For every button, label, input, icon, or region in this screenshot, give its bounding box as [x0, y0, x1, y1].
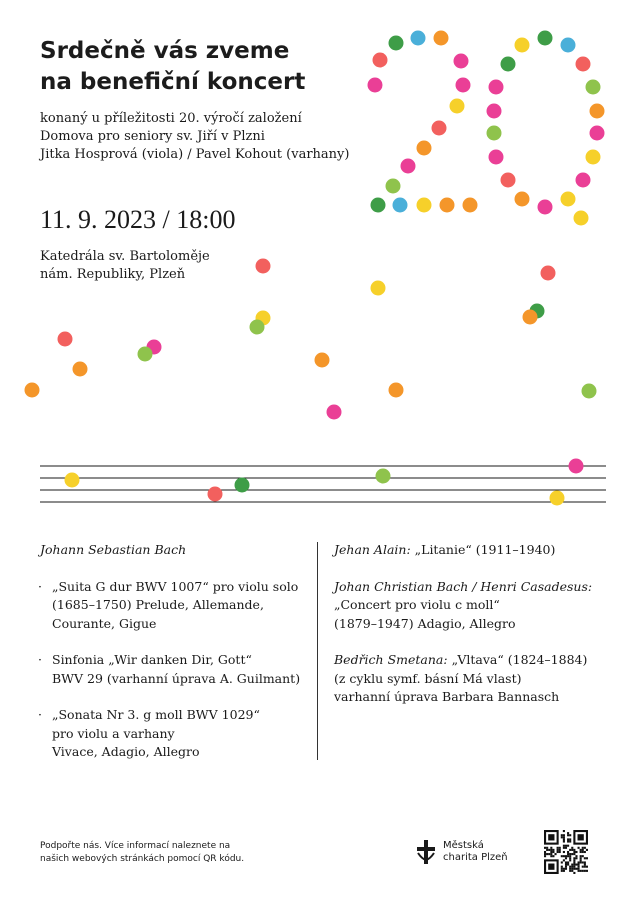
- bullet: ·: [38, 578, 42, 594]
- qr-module: [571, 849, 573, 851]
- qr-module: [557, 849, 559, 851]
- qr-module: [584, 861, 586, 863]
- qr-module: [561, 868, 563, 870]
- work-line: „Sonata Nr 3. g moll BWV 1029“: [52, 707, 260, 722]
- qr-module: [563, 840, 565, 842]
- qr-module: [565, 868, 567, 870]
- qr-module: [584, 857, 586, 859]
- program-item: [334, 578, 609, 634]
- subtitle-line-3: Jitka Hosprová (viola) / Pavel Kohout (varhany): [40, 147, 350, 162]
- qr-module: [561, 866, 563, 868]
- qr-module: [563, 834, 565, 836]
- composer-name: Jehan Alain:: [334, 542, 411, 557]
- qr-code[interactable]: [544, 830, 588, 874]
- qr-module: [544, 855, 546, 857]
- qr-module: [567, 853, 569, 855]
- composer-name: Johann Sebastian Bach: [40, 542, 187, 557]
- qr-module: [573, 866, 575, 868]
- works-list: [40, 578, 305, 762]
- support-line-2: našich webových stránkách pomocí QR kódu.: [40, 854, 245, 864]
- support-text: [40, 840, 244, 866]
- qr-module: [563, 851, 565, 853]
- qr-module: [580, 859, 582, 861]
- qr-module: [575, 868, 577, 870]
- qr-module: [578, 864, 580, 866]
- qr-module: [557, 847, 559, 849]
- qr-module: [546, 847, 548, 849]
- program-item: [334, 651, 609, 707]
- qr-module: [569, 849, 571, 851]
- qr-module: [567, 845, 569, 847]
- logo-line-2: charita Plzeň: [443, 852, 508, 863]
- program-left-column: [40, 541, 305, 762]
- qr-module: [578, 866, 580, 868]
- qr-module: [580, 870, 582, 872]
- qr-module: [563, 847, 565, 849]
- work-line: pro violu a varhany: [52, 725, 175, 741]
- qr-module: [573, 861, 575, 863]
- support-line-1: Podpořte nás. Více informací naleznete na: [40, 841, 231, 851]
- qr-module: [563, 836, 565, 838]
- work-item: [40, 578, 305, 634]
- qr-module: [567, 855, 569, 857]
- qr-module: [550, 853, 552, 855]
- music-note-dot: [569, 459, 584, 474]
- qr-module: [550, 855, 552, 857]
- qr-module: [573, 853, 575, 855]
- qr-module: [569, 840, 571, 842]
- qr-module: [554, 853, 556, 855]
- work-title: „Vltava“ (1824–1884): [447, 652, 588, 667]
- charity-name: [443, 840, 508, 864]
- qr-module: [578, 847, 580, 849]
- qr-module: [582, 851, 584, 853]
- qr-module: [552, 851, 554, 853]
- qr-module: [578, 868, 580, 870]
- qr-module: [565, 845, 567, 847]
- qr-module: [546, 853, 548, 855]
- qr-module: [567, 851, 569, 853]
- qr-module: [571, 864, 573, 866]
- qr-module: [569, 855, 571, 857]
- column-divider: [317, 542, 318, 760]
- work-line: Vivace, Adagio, Allegro: [52, 744, 200, 759]
- qr-module: [557, 851, 559, 853]
- qr-module: [569, 838, 571, 840]
- qr-module: [567, 838, 569, 840]
- qr-module: [584, 866, 586, 868]
- qr-module: [571, 853, 573, 855]
- work-line: BWV 29 (varhanní úprava A. Guilmant): [52, 670, 301, 686]
- qr-module: [561, 836, 563, 838]
- music-note-dot: [65, 473, 80, 488]
- work-line: Sinfonia „Wir danken Dir, Gott“: [52, 652, 252, 667]
- qr-module: [563, 830, 565, 832]
- qr-module: [573, 849, 575, 851]
- program-heading: [334, 541, 609, 560]
- qr-module: [569, 868, 571, 870]
- bullet: ·: [38, 652, 42, 667]
- qr-module: [550, 849, 552, 851]
- qr-module: [552, 849, 554, 851]
- composer-name: Johan Christian Bach / Henri Casadesus:: [334, 578, 593, 594]
- qr-module: [571, 870, 573, 872]
- qr-module: [565, 857, 567, 859]
- qr-module: [569, 834, 571, 836]
- music-note-dot: [208, 487, 223, 502]
- qr-module: [569, 870, 571, 872]
- qr-module: [561, 861, 563, 863]
- qr-module: [573, 851, 575, 853]
- qr-module: [573, 868, 575, 870]
- subtitle-line-2: Domova pro seniory sv. Jiří v Plzni: [40, 129, 265, 144]
- qr-module: [584, 847, 586, 849]
- qr-module: [565, 861, 567, 863]
- music-note-dot: [235, 478, 250, 493]
- qr-module: [561, 834, 563, 836]
- work-line: (z cyklu symf. básní Má vlast): [334, 670, 522, 686]
- qr-module: [580, 855, 582, 857]
- qr-module: [578, 870, 580, 872]
- qr-module: [548, 853, 550, 855]
- program-heading: [334, 578, 609, 597]
- program-right-column: [334, 541, 609, 725]
- qr-module: [563, 868, 565, 870]
- qr-module: [569, 853, 571, 855]
- qr-module: [569, 857, 571, 859]
- venue-line-1: Katedrála sv. Bartoloměje: [40, 249, 210, 264]
- qr-module: [584, 864, 586, 866]
- qr-module: [573, 857, 575, 859]
- qr-module: [565, 855, 567, 857]
- qr-module: [550, 847, 552, 849]
- qr-module: [544, 853, 546, 855]
- work-item: [40, 651, 305, 688]
- qr-module: [573, 864, 575, 866]
- title-line-2: na benefiční koncert: [40, 69, 306, 95]
- venue-line-2: nám. Republiky, Plzeň: [40, 267, 186, 282]
- qr-module: [569, 866, 571, 868]
- qr-module: [550, 851, 552, 853]
- qr-module: [584, 870, 586, 872]
- qr-module: [575, 855, 577, 857]
- composer-name: Bedřich Smetana:: [334, 652, 448, 667]
- bullet: ·: [38, 707, 42, 722]
- qr-module: [548, 864, 554, 870]
- qr-module: [563, 845, 565, 847]
- music-note-dot: [376, 469, 391, 484]
- qr-module: [571, 847, 573, 849]
- qr-module: [582, 847, 584, 849]
- work-line: „Suita G dur BWV 1007“ pro violu solo: [52, 578, 299, 594]
- work-line: (1685–1750) Prelude, Allemande,: [52, 597, 264, 612]
- music-note-dot: [550, 491, 565, 506]
- work-line: varhanní úprava Barbara Bannasch: [334, 689, 560, 704]
- work-line: Courante, Gigue: [52, 615, 157, 631]
- qr-module: [569, 859, 571, 861]
- qr-module: [571, 866, 573, 868]
- qr-module: [573, 859, 575, 861]
- work-line: (1879–1947) Adagio, Allegro: [334, 615, 516, 631]
- qr-module: [548, 849, 550, 851]
- qr-module: [586, 866, 588, 868]
- qr-module: [565, 866, 567, 868]
- event-datetime: 11. 9. 2023 / 18:00: [40, 205, 236, 234]
- qr-module: [563, 870, 565, 872]
- qr-module: [573, 872, 575, 874]
- subtitle-line-1: konaný u příležitosti 20. výročí založení: [40, 111, 302, 126]
- qr-module: [552, 855, 554, 857]
- qr-module: [582, 861, 584, 863]
- qr-module: [565, 864, 567, 866]
- qr-module: [563, 838, 565, 840]
- qr-module: [575, 851, 577, 853]
- work-title: „Litanie“ (1911–1940): [410, 542, 556, 557]
- work-item: [40, 706, 305, 762]
- qr-module: [586, 849, 588, 851]
- qr-module: [580, 851, 582, 853]
- qr-module: [544, 851, 546, 853]
- qr-module: [559, 851, 561, 853]
- qr-module: [575, 864, 577, 866]
- qr-module: [582, 866, 584, 868]
- qr-module: [559, 847, 561, 849]
- qr-module: [561, 870, 563, 872]
- qr-module: [586, 857, 588, 859]
- qr-module: [584, 851, 586, 853]
- qr-module: [582, 849, 584, 851]
- qr-module: [582, 870, 584, 872]
- qr-module: [578, 861, 580, 863]
- qr-module: [580, 861, 582, 863]
- program-heading: [334, 651, 609, 670]
- qr-module: [567, 834, 569, 836]
- work-line: „Concert pro violu c moll“: [334, 597, 500, 612]
- qr-module: [578, 834, 584, 840]
- qr-module: [567, 840, 569, 842]
- qr-module: [575, 857, 577, 859]
- qr-module: [586, 870, 588, 872]
- title-line-1: Srdečně vás zveme: [40, 38, 290, 64]
- qr-module: [546, 849, 548, 851]
- qr-module: [544, 847, 546, 849]
- qr-module: [565, 847, 567, 849]
- qr-module: [580, 857, 582, 859]
- qr-module: [567, 864, 569, 866]
- qr-module: [559, 849, 561, 851]
- logo-line-1: Městská: [443, 840, 484, 851]
- qr-module: [548, 834, 554, 840]
- qr-module: [567, 832, 569, 834]
- charity-logo: [415, 840, 508, 864]
- qr-module: [580, 849, 582, 851]
- qr-module: [571, 868, 573, 870]
- charity-cross-icon: [415, 840, 437, 864]
- program-item: [334, 541, 609, 560]
- qr-module: [563, 855, 565, 857]
- qr-module: [561, 855, 563, 857]
- qr-module: [567, 861, 569, 863]
- qr-module: [582, 855, 584, 857]
- qr-module: [563, 859, 565, 861]
